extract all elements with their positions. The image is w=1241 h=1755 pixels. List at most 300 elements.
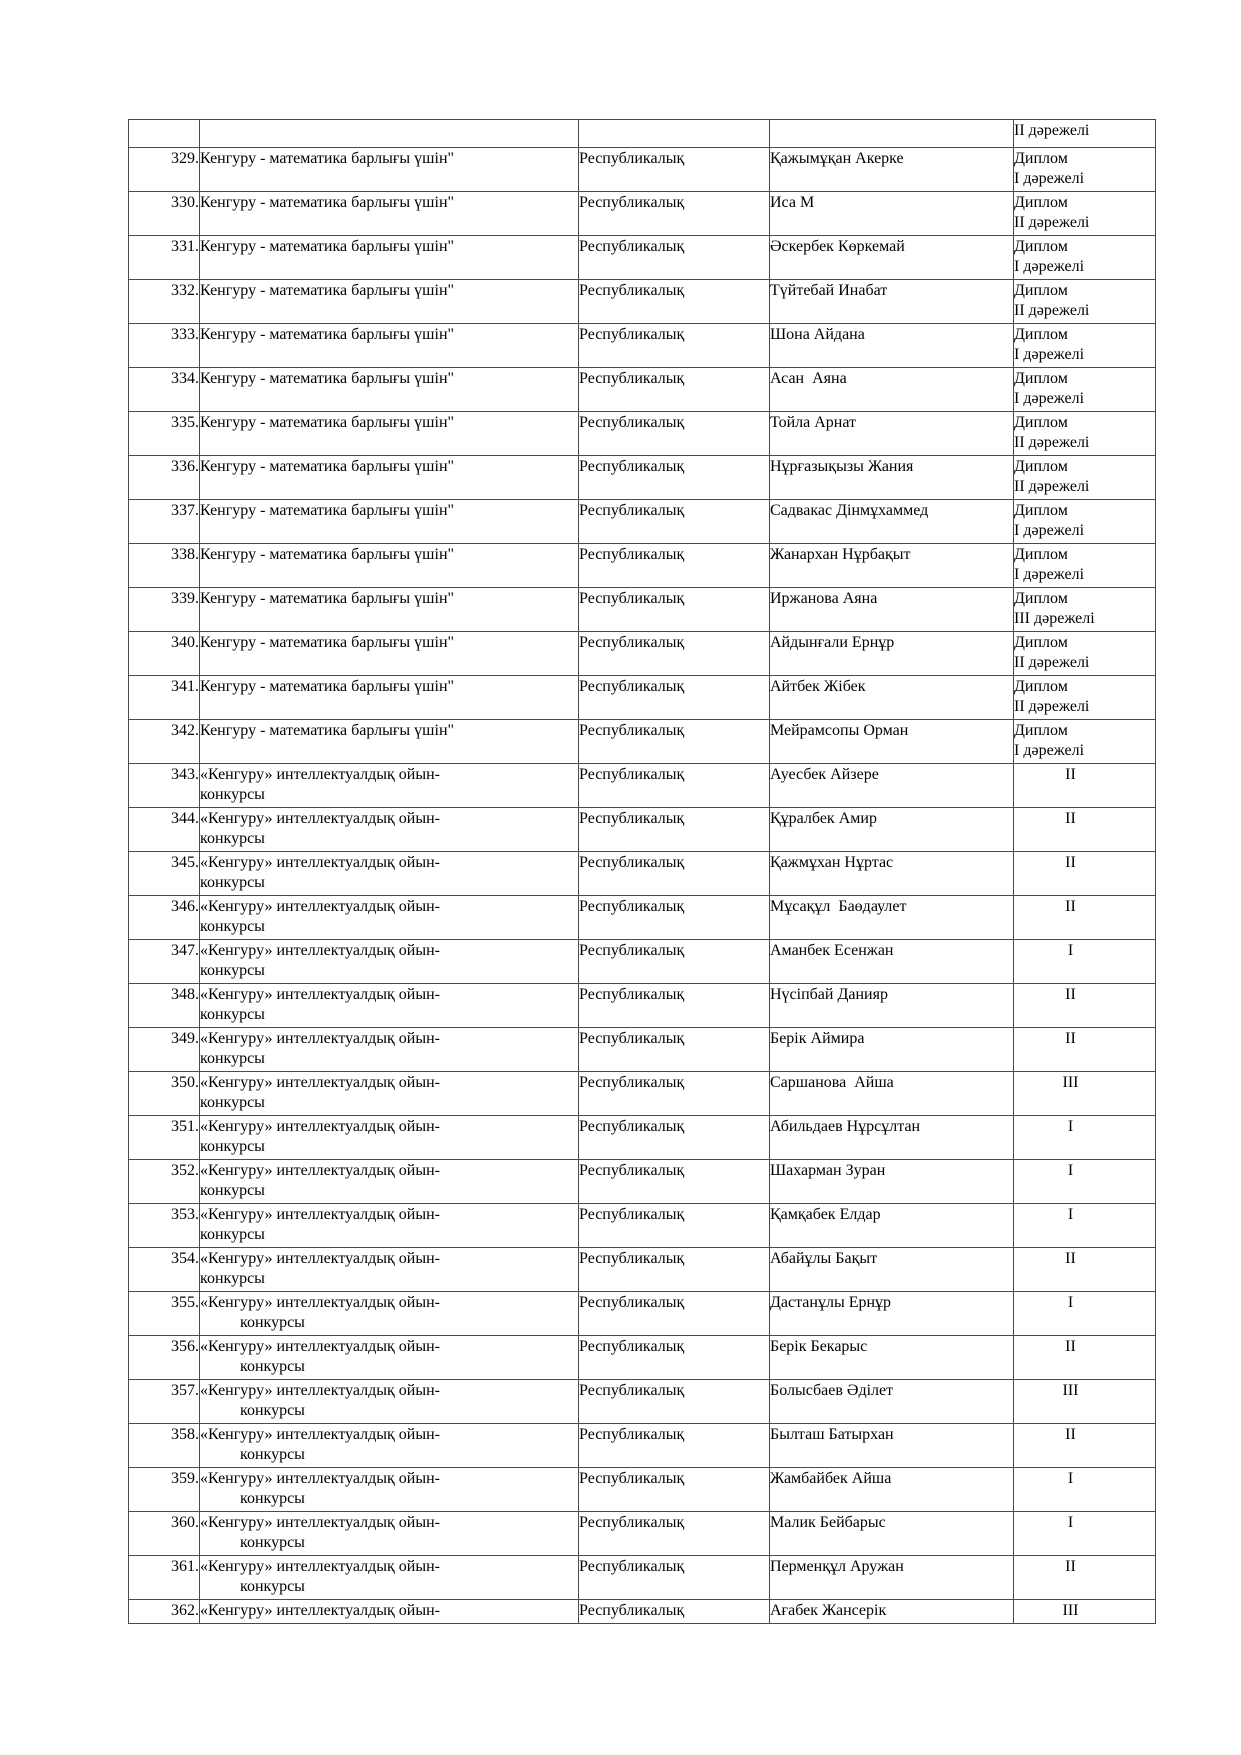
row-number-cell: 340. [129, 632, 200, 676]
level-cell: Республикалық [579, 148, 770, 192]
table-row [129, 764, 1156, 808]
award-line: Диплом [1014, 546, 1068, 563]
level-cell: Республикалық [579, 1028, 770, 1072]
award-line: Диплом [1014, 678, 1068, 695]
competition-line: конкурсы [240, 1358, 305, 1375]
level-cell: Республикалық [579, 940, 770, 984]
competition-cell [200, 896, 579, 940]
competition-line: конкурсы [200, 874, 265, 891]
award-line: I [1067, 942, 1074, 959]
award-line: II дәрежелі [1014, 698, 1090, 715]
table-row [129, 1248, 1156, 1292]
table-row [129, 676, 1156, 720]
level-cell: Республикалық [579, 1116, 770, 1160]
award-line: II [1065, 1338, 1076, 1355]
row-number-cell: 343. [129, 764, 200, 808]
competition-line: «Кенгуру» интеллектуалдық ойын- [200, 1382, 440, 1399]
award-line: I [1067, 1162, 1074, 1179]
award-cell [1014, 1204, 1156, 1248]
award-line: II [1065, 898, 1076, 915]
row-number-cell: 354. [129, 1248, 200, 1292]
table-row [129, 896, 1156, 940]
competition-cell [200, 500, 579, 544]
award-cell [1014, 236, 1156, 280]
participant-cell: Берік Бекарыс [770, 1336, 1014, 1380]
competition-line: «Кенгуру» интеллектуалдық ойын- [200, 1558, 440, 1575]
award-line: I дәрежелі [1014, 522, 1085, 539]
row-number-cell: 335. [129, 412, 200, 456]
row-number-cell: 351. [129, 1116, 200, 1160]
award-line: II [1065, 1030, 1076, 1047]
competition-line: Кенгуру - математика барлығы үшін" [200, 590, 455, 607]
award-line: Диплом [1014, 150, 1068, 167]
participant-cell: Айтбек Жібек [770, 676, 1014, 720]
competition-cell [200, 192, 579, 236]
award-cell [1014, 1160, 1156, 1204]
participant-cell: Әскербек Көркемай [770, 236, 1014, 280]
award-line: I дәрежелі [1014, 258, 1085, 275]
row-number-cell: 344. [129, 808, 200, 852]
award-line: Диплом [1014, 502, 1068, 519]
table-row [129, 412, 1156, 456]
award-line: I дәрежелі [1014, 170, 1085, 187]
participant-cell: Абильдаев Нұрсұлтан [770, 1116, 1014, 1160]
competition-cell [200, 1248, 579, 1292]
competition-line: конкурсы [200, 1270, 265, 1287]
participant-cell: Қажымұқан Акерке [770, 148, 1014, 192]
participant-cell: Малик Бейбарыс [770, 1512, 1014, 1556]
competition-cell [200, 940, 579, 984]
competition-line: Кенгуру - математика барлығы үшін" [200, 678, 455, 695]
competition-line: Кенгуру - математика барлығы үшін" [200, 546, 455, 563]
table-row [129, 1028, 1156, 1072]
row-number-cell [129, 120, 200, 148]
table-row [129, 1380, 1156, 1424]
participant-cell: Асан Аяна [770, 368, 1014, 412]
level-cell: Республикалық [579, 720, 770, 764]
award-line: II [1065, 1250, 1076, 1267]
level-cell: Республикалық [579, 764, 770, 808]
award-line: II [1065, 854, 1076, 871]
competition-line: «Кенгуру» интеллектуалдық ойын- [200, 1470, 440, 1487]
competition-cell [200, 852, 579, 896]
competition-line: «Кенгуру» интеллектуалдық ойын- [200, 1206, 440, 1223]
competition-line: Кенгуру - математика барлығы үшін" [200, 414, 455, 431]
row-number-cell: 361. [129, 1556, 200, 1600]
row-number-cell: 348. [129, 984, 200, 1028]
participant-cell: Жанархан Нұрбақыт [770, 544, 1014, 588]
award-line: II [1065, 986, 1076, 1003]
competition-line: «Кенгуру» интеллектуалдық ойын- [200, 986, 440, 1003]
competition-cell [200, 1292, 579, 1336]
table-row [129, 500, 1156, 544]
table-row [129, 1292, 1156, 1336]
competition-cell [200, 236, 579, 280]
row-number-cell: 357. [129, 1380, 200, 1424]
competition-cell [200, 1424, 579, 1468]
competition-line: «Кенгуру» интеллектуалдық ойын- [200, 1118, 440, 1135]
participant-cell: Болысбаев Әділет [770, 1380, 1014, 1424]
level-cell: Республикалық [579, 1468, 770, 1512]
row-number-cell: 359. [129, 1468, 200, 1512]
competition-line: «Кенгуру» интеллектуалдық ойын- [200, 1338, 440, 1355]
competition-line: «Кенгуру» интеллектуалдық ойын- [200, 942, 440, 959]
award-cell [1014, 896, 1156, 940]
table-row [129, 236, 1156, 280]
table-row [129, 1116, 1156, 1160]
award-cell [1014, 1424, 1156, 1468]
competition-line: «Кенгуру» интеллектуалдық ойын- [200, 810, 440, 827]
row-number-cell: 346. [129, 896, 200, 940]
level-cell: Республикалық [579, 1556, 770, 1600]
award-cell [1014, 588, 1156, 632]
award-line: Диплом [1014, 458, 1068, 475]
competition-cell [200, 1028, 579, 1072]
participant-cell: Мұсақұл Баөдаулет [770, 896, 1014, 940]
table-row [129, 192, 1156, 236]
table-row [129, 1468, 1156, 1512]
award-line: II дәрежелі [1014, 122, 1090, 139]
level-cell: Республикалық [579, 412, 770, 456]
table-row [129, 588, 1156, 632]
award-cell [1014, 1336, 1156, 1380]
competition-line: конкурсы [200, 1182, 265, 1199]
competition-line: конкурсы [240, 1402, 305, 1419]
award-cell [1014, 808, 1156, 852]
level-cell: Республикалық [579, 896, 770, 940]
competition-cell [200, 1204, 579, 1248]
competition-cell [200, 1512, 579, 1556]
table-row [129, 984, 1156, 1028]
level-cell: Республикалық [579, 456, 770, 500]
award-cell [1014, 720, 1156, 764]
award-line: I [1067, 1206, 1074, 1223]
award-cell [1014, 324, 1156, 368]
table-row [129, 1204, 1156, 1248]
award-line: Диплом [1014, 370, 1068, 387]
competition-line: Кенгуру - математика барлығы үшін" [200, 326, 455, 343]
competition-line: конкурсы [240, 1446, 305, 1463]
participant-cell: Ағабек Жансерік [770, 1600, 1014, 1624]
level-cell: Республикалық [579, 192, 770, 236]
award-line: I [1067, 1118, 1074, 1135]
competition-line: конкурсы [240, 1534, 305, 1551]
level-cell: Республикалық [579, 1292, 770, 1336]
level-cell: Республикалық [579, 852, 770, 896]
level-cell: Республикалық [579, 1248, 770, 1292]
row-number-cell: 345. [129, 852, 200, 896]
competition-cell [200, 1336, 579, 1380]
table-row [129, 720, 1156, 764]
table-row [129, 1600, 1156, 1624]
competition-line: конкурсы [200, 1138, 265, 1155]
award-line: Диплом [1014, 326, 1068, 343]
table-row [129, 456, 1156, 500]
competition-line: Кенгуру - математика барлығы үшін" [200, 238, 455, 255]
competition-line: Кенгуру - математика барлығы үшін" [200, 150, 455, 167]
award-cell [1014, 1556, 1156, 1600]
table-row [129, 1512, 1156, 1556]
competition-cell [200, 1468, 579, 1512]
competition-cell [200, 148, 579, 192]
participant-cell: Перменқұл Аружан [770, 1556, 1014, 1600]
table-row [129, 852, 1156, 896]
competition-line: «Кенгуру» интеллектуалдық ойын- [200, 1074, 440, 1091]
row-number-cell: 333. [129, 324, 200, 368]
competition-cell [200, 412, 579, 456]
table-row [129, 1424, 1156, 1468]
award-cell [1014, 1380, 1156, 1424]
row-number-cell: 330. [129, 192, 200, 236]
table-row [129, 808, 1156, 852]
competition-cell [200, 808, 579, 852]
level-cell: Республикалық [579, 984, 770, 1028]
awards-results-table [128, 119, 1156, 1624]
level-cell: Республикалық [579, 1336, 770, 1380]
participant-cell: Саршанова Айша [770, 1072, 1014, 1116]
competition-cell [200, 1160, 579, 1204]
award-line: I дәрежелі [1014, 346, 1085, 363]
award-line: II [1065, 1558, 1076, 1575]
level-cell: Республикалық [579, 676, 770, 720]
table-row [129, 368, 1156, 412]
award-cell [1014, 1512, 1156, 1556]
results-table-body [129, 120, 1156, 1624]
participant-cell: Жамбайбек Айша [770, 1468, 1014, 1512]
row-number-cell: 362. [129, 1600, 200, 1624]
award-line: II дәрежелі [1014, 434, 1090, 451]
competition-cell [200, 1116, 579, 1160]
award-cell [1014, 368, 1156, 412]
award-line: II дәрежелі [1014, 302, 1090, 319]
table-row [129, 1336, 1156, 1380]
competition-cell [200, 1380, 579, 1424]
participant-cell: Берік Аймира [770, 1028, 1014, 1072]
competition-cell [200, 720, 579, 764]
award-cell [1014, 280, 1156, 324]
row-number-cell: 332. [129, 280, 200, 324]
participant-cell [770, 120, 1014, 148]
level-cell: Республикалық [579, 588, 770, 632]
row-number-cell: 336. [129, 456, 200, 500]
competition-cell [200, 456, 579, 500]
award-cell [1014, 632, 1156, 676]
award-line: II [1065, 766, 1076, 783]
table-row [129, 1556, 1156, 1600]
row-number-cell: 350. [129, 1072, 200, 1116]
award-line: II дәрежелі [1014, 214, 1090, 231]
competition-line: конкурсы [200, 786, 265, 803]
row-number-cell: 352. [129, 1160, 200, 1204]
level-cell: Республикалық [579, 324, 770, 368]
competition-cell [200, 984, 579, 1028]
award-line: III [1062, 1602, 1079, 1619]
participant-cell: Дастанұлы Ернұр [770, 1292, 1014, 1336]
level-cell: Республикалық [579, 544, 770, 588]
participant-cell: Қамқабек Елдар [770, 1204, 1014, 1248]
award-line: I [1067, 1514, 1074, 1531]
table-row [129, 940, 1156, 984]
table-row [129, 544, 1156, 588]
competition-line: Кенгуру - математика барлығы үшін" [200, 502, 455, 519]
table-row [129, 1072, 1156, 1116]
competition-line: конкурсы [240, 1578, 305, 1595]
competition-line: конкурсы [200, 918, 265, 935]
award-cell [1014, 1600, 1156, 1624]
award-line: I дәрежелі [1014, 390, 1085, 407]
row-number-cell: 353. [129, 1204, 200, 1248]
row-number-cell: 341. [129, 676, 200, 720]
participant-cell: Шона Айдана [770, 324, 1014, 368]
competition-cell [200, 676, 579, 720]
competition-line: конкурсы [240, 1490, 305, 1507]
award-cell [1014, 412, 1156, 456]
award-line: III дәрежелі [1014, 610, 1095, 627]
level-cell: Республикалық [579, 368, 770, 412]
level-cell: Республикалық [579, 1204, 770, 1248]
competition-line: «Кенгуру» интеллектуалдық ойын- [200, 1250, 440, 1267]
row-number-cell: 347. [129, 940, 200, 984]
competition-line: конкурсы [240, 1314, 305, 1331]
competition-line: «Кенгуру» интеллектуалдық ойын- [200, 854, 440, 871]
award-cell [1014, 192, 1156, 236]
competition-cell [200, 544, 579, 588]
competition-line: Кенгуру - математика барлығы үшін" [200, 634, 455, 651]
award-line: Диплом [1014, 282, 1068, 299]
participant-cell: Былташ Батырхан [770, 1424, 1014, 1468]
competition-line: «Кенгуру» интеллектуалдық ойын- [200, 1294, 440, 1311]
competition-cell [200, 1072, 579, 1116]
competition-line: «Кенгуру» интеллектуалдық ойын- [200, 1162, 440, 1179]
award-line: I [1067, 1470, 1074, 1487]
competition-line: Кенгуру - математика барлығы үшін" [200, 722, 455, 739]
competition-cell [200, 764, 579, 808]
award-cell [1014, 1116, 1156, 1160]
row-number-cell: 356. [129, 1336, 200, 1380]
competition-cell [200, 280, 579, 324]
competition-cell [200, 588, 579, 632]
competition-cell [200, 1556, 579, 1600]
competition-cell [200, 324, 579, 368]
award-cell [1014, 1248, 1156, 1292]
participant-cell: Шахарман Зуран [770, 1160, 1014, 1204]
award-cell [1014, 1028, 1156, 1072]
participant-cell: Тойла Арнат [770, 412, 1014, 456]
competition-line: Кенгуру - математика барлығы үшін" [200, 458, 455, 475]
award-cell [1014, 1468, 1156, 1512]
award-line: II дәрежелі [1014, 478, 1090, 495]
competition-line: «Кенгуру» интеллектуалдық ойын- [200, 766, 440, 783]
table-row [129, 324, 1156, 368]
award-line: II дәрежелі [1014, 654, 1090, 671]
award-line: Диплом [1014, 194, 1068, 211]
award-cell [1014, 984, 1156, 1028]
competition-line: «Кенгуру» интеллектуалдық ойын- [200, 898, 440, 915]
table-row [129, 280, 1156, 324]
participant-cell: Қажмұхан Нұртас [770, 852, 1014, 896]
participant-cell: Нұрғазықызы Жания [770, 456, 1014, 500]
row-number-cell: 334. [129, 368, 200, 412]
level-cell: Республикалық [579, 1600, 770, 1624]
competition-cell [200, 1600, 579, 1624]
competition-line: Кенгуру - математика барлығы үшін" [200, 282, 455, 299]
table-row [129, 1160, 1156, 1204]
table-row [129, 120, 1156, 148]
participant-cell: Түйтебай Инабат [770, 280, 1014, 324]
award-line: I дәрежелі [1014, 566, 1085, 583]
row-number-cell: 349. [129, 1028, 200, 1072]
award-cell [1014, 940, 1156, 984]
competition-line: конкурсы [200, 830, 265, 847]
award-line: Диплом [1014, 634, 1068, 651]
award-line: I [1067, 1294, 1074, 1311]
competition-cell [200, 632, 579, 676]
award-line: Диплом [1014, 238, 1068, 255]
award-cell [1014, 120, 1156, 148]
competition-cell [200, 120, 579, 148]
row-number-cell: 342. [129, 720, 200, 764]
level-cell: Республикалық [579, 1160, 770, 1204]
participant-cell: Абайұлы Бақыт [770, 1248, 1014, 1292]
level-cell: Республикалық [579, 1072, 770, 1116]
level-cell: Республикалық [579, 808, 770, 852]
award-cell [1014, 852, 1156, 896]
participant-cell: Ауесбек Айзере [770, 764, 1014, 808]
award-line: Диплом [1014, 590, 1068, 607]
level-cell: Республикалық [579, 1512, 770, 1556]
competition-line: «Кенгуру» интеллектуалдық ойын- [200, 1030, 440, 1047]
table-row [129, 632, 1156, 676]
competition-line: конкурсы [200, 962, 265, 979]
award-cell [1014, 148, 1156, 192]
award-cell [1014, 676, 1156, 720]
award-line: Диплом [1014, 722, 1068, 739]
award-line: III [1062, 1074, 1079, 1091]
award-cell [1014, 500, 1156, 544]
participant-cell: Иржанова Аяна [770, 588, 1014, 632]
level-cell: Республикалық [579, 632, 770, 676]
participant-cell: Аманбек Есенжан [770, 940, 1014, 984]
row-number-cell: 339. [129, 588, 200, 632]
participant-cell: Нүсіпбай Данияр [770, 984, 1014, 1028]
row-number-cell: 355. [129, 1292, 200, 1336]
level-cell: Республикалық [579, 500, 770, 544]
award-cell [1014, 764, 1156, 808]
participant-cell: Мейрамсопы Орман [770, 720, 1014, 764]
award-line: II [1065, 810, 1076, 827]
award-line: III [1062, 1382, 1079, 1399]
competition-line: конкурсы [200, 1094, 265, 1111]
row-number-cell: 331. [129, 236, 200, 280]
level-cell: Республикалық [579, 236, 770, 280]
row-number-cell: 329. [129, 148, 200, 192]
row-number-cell: 358. [129, 1424, 200, 1468]
competition-line: Кенгуру - математика барлығы үшін" [200, 194, 455, 211]
competition-line: «Кенгуру» интеллектуалдық ойын- [200, 1602, 440, 1619]
participant-cell: Құралбек Амир [770, 808, 1014, 852]
competition-cell [200, 368, 579, 412]
award-cell [1014, 544, 1156, 588]
competition-line: Кенгуру - математика барлығы үшін" [200, 370, 455, 387]
level-cell: Республикалық [579, 280, 770, 324]
row-number-cell: 360. [129, 1512, 200, 1556]
participant-cell: Айдынғали Ернұр [770, 632, 1014, 676]
award-cell [1014, 1292, 1156, 1336]
participant-cell: Иса М [770, 192, 1014, 236]
award-cell [1014, 1072, 1156, 1116]
competition-line: конкурсы [200, 1050, 265, 1067]
award-line: Диплом [1014, 414, 1068, 431]
